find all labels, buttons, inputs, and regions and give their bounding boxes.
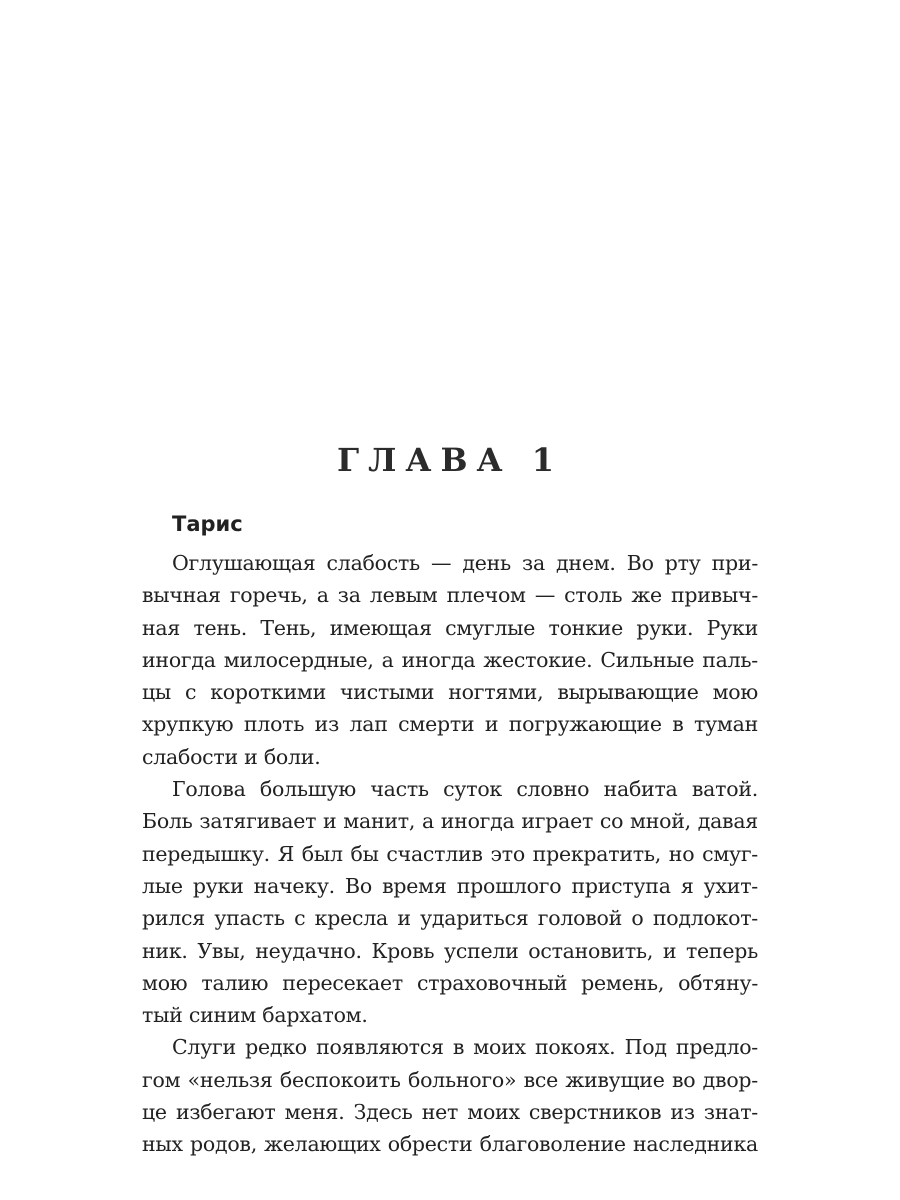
- text-line: Слуги редко появляются в моих покоях. Под предло-: [172, 1035, 758, 1060]
- text-line: ник. Увы, неудачно. Кровь успели остановить, и теперь: [142, 938, 758, 963]
- text-line: слабости и боли.: [142, 744, 321, 769]
- text-line: рился упасть с кресла и удариться головой о подлокот-: [142, 906, 758, 931]
- text-line: ная тень. Тень, имеющая смуглые тонкие руки. Руки: [142, 615, 758, 640]
- text-line: ных родов, желающих обрести благоволение наследника: [142, 1132, 758, 1157]
- section-title: Тарис: [172, 512, 243, 536]
- text-line: Оглушающая слабость — день за днем. Во рту при-: [172, 551, 758, 575]
- chapter-heading: ГЛАВА 1: [337, 441, 563, 479]
- text-line: иногда милосердные, а иногда жестокие. Сильные паль-: [142, 647, 758, 672]
- text-line: цы с короткими чистыми ногтями, вырывающие мою: [142, 680, 758, 705]
- text-line: вычная горечь, а за левым плечом — столь же привыч-: [142, 583, 758, 608]
- text-line: це избегают меня. Здесь нет моих сверстников из знат-: [142, 1100, 758, 1125]
- text-line: мою талию пересекает страховочный ремень, обтяну-: [142, 970, 758, 995]
- text-line: Голова большую часть суток словно набита ватой.: [172, 777, 758, 802]
- text-line: передышку. Я был бы счастлив это прекратить, но смуг-: [142, 841, 758, 866]
- text-line: хрупкую плоть из лап смерти и погружающие в туман: [142, 712, 758, 737]
- text-line: лые руки начеку. Во время прошлого приступа я ухит-: [142, 873, 758, 898]
- text-line: Боль затягивает и манит, а иногда играет со мной, давая: [142, 809, 758, 834]
- text-line: гом «нельзя беспокоить больного» все живущие во двор-: [142, 1067, 758, 1092]
- text-line: тый синим бархатом.: [142, 1003, 368, 1028]
- body-text: [142, 547, 758, 1161]
